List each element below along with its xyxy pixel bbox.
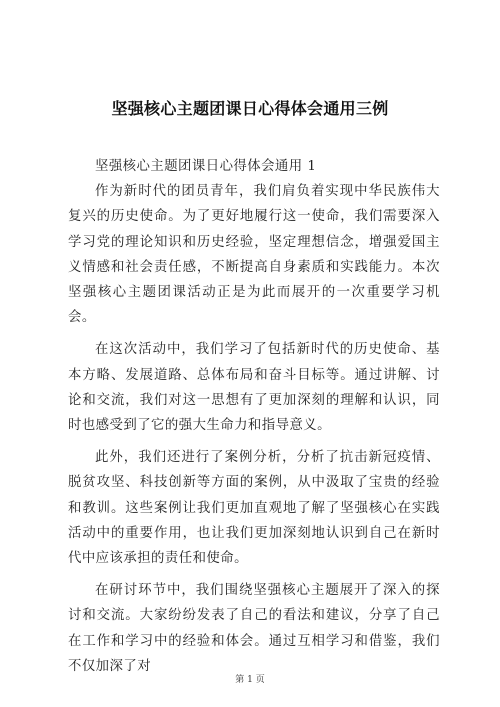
paragraph: 此外，我们还进行了案例分析，分析了抗击新冠疫情、脱贫攻坚、科技创新等方面的案例，从中汲取了宝贵的经验和教训。这些案例让我们更加直观地了解了坚强核心在实践活动中的重要作用，也让我们更加深刻地认识到自己在新时代中应该承担的责任和使命。 — [68, 450, 440, 567]
paragraph: 在研讨环节中，我们围绕坚强核心主题展开了深入的探讨和交流。大家纷纷发表了自己的看法和建议，分享了自己在工作和学习中的经验和体会。通过互相学习和借鉴，我们不仅加深了对 — [68, 583, 440, 674]
paragraph: 作为新时代的团员青年，我们肩负着实现中华民族伟大复兴的历史使命。为了更好地履行这一使命，我们需要深入学习党的理论知识和历史经验，坚定理想信念，增强爱国主义情感和社会责任感，不断提高自身素质和实践能力。本次坚强核心主题团课活动正是为此而展开的一次重要学习机会。 — [68, 184, 440, 326]
paragraph: 在这次活动中，我们学习了包括新时代的历史使命、基本方略、发展道路、总体布局和奋斗目标等。通过讲解、讨论和交流，我们对这一思想有了更加深刻的理解和认识，同时也感受到了它的强大生命力和指导意义。 — [68, 342, 440, 434]
document-title: 坚强核心主题团课日心得体会通用三例 — [111, 99, 389, 118]
document-body — [68, 154, 440, 686]
section-subtitle: 坚强核心主题团课日心得体会通用 1 — [95, 159, 317, 174]
page-number: 第 1 页 — [235, 675, 265, 685]
